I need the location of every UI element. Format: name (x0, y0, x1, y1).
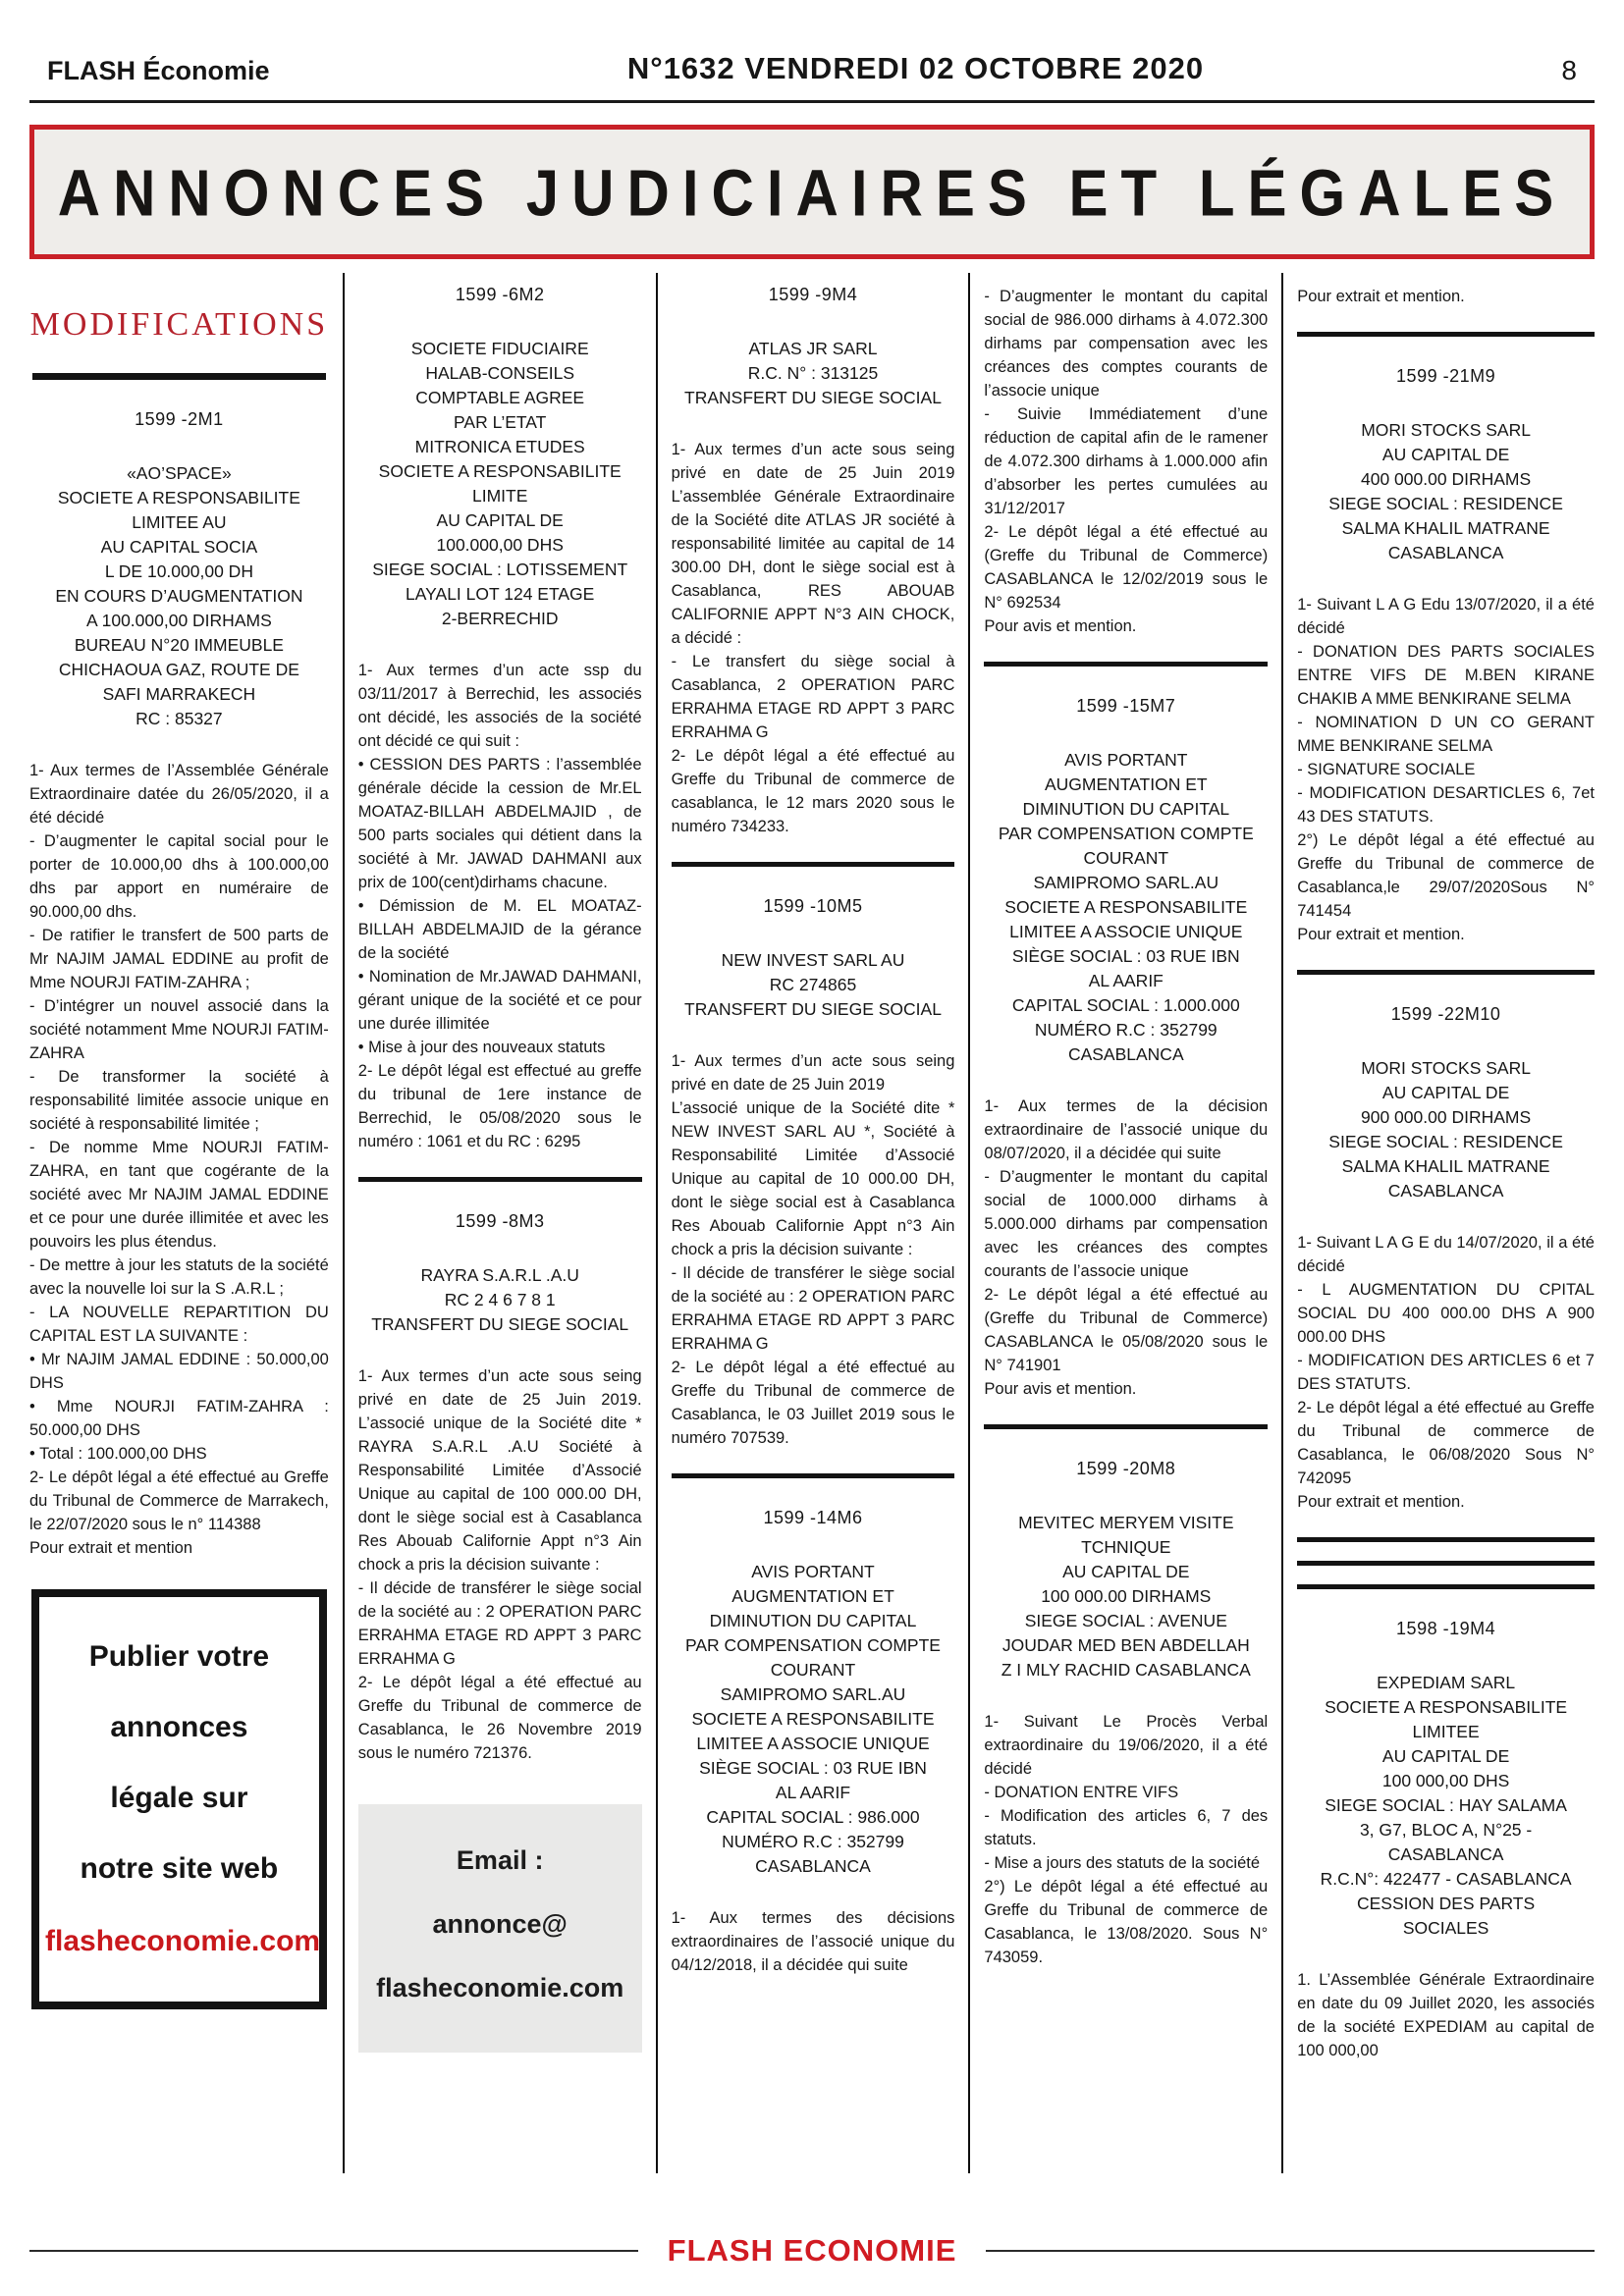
announcement-title-line: 900 000.00 DIRHAMS (1361, 1107, 1532, 1127)
announcement-paragraph: - Suivie Immédiatement d’une réduction de capital afin de le ramener de 4.072.300 dirhams à 1.000.000 afin d’absorber les pertes cumulées au 31/12/2017 (984, 405, 1269, 517)
announcement-title-line: LIMITEE A ASSOCIE UNIQUE (1009, 922, 1243, 941)
promo-box-line: légale sur (110, 1782, 248, 1814)
announcement-separator (1297, 1537, 1595, 1542)
issue-line: N°1632 VENDREDI 02 OCTOBRE 2020 (626, 51, 1205, 85)
announcement-title-line: CAPITAL SOCIAL : 986.000 (706, 1807, 920, 1827)
announcement-title-line: SIEGE SOCIAL : AVENUE (1024, 1611, 1227, 1630)
announcement-paragraph: - SIGNATURE SOCIALE (1297, 761, 1476, 778)
announcement-paragraph: - LA NOUVELLE REPARTITION DU CAPITAL EST LA SUIVANTE : (29, 1304, 329, 1345)
announcement-paragraph: - L AUGMENTATION DU CPITAL SOCIAL DU 400 000.00 DHS A 900 000.00 DHS (1297, 1281, 1595, 1346)
announcement-title-line: MORI STOCKS SARL (1361, 420, 1531, 440)
announcement-title-line: LAYALI LOT 124 ETAGE (406, 584, 595, 604)
announcement-ref: 1599 -14M6 (763, 1508, 863, 1527)
announcement-body (672, 438, 955, 838)
announcement-title (29, 461, 329, 731)
announcement-title-line: CAPITAL SOCIAL : 1.000.000 (1011, 995, 1240, 1015)
banner-title: ANNONCES JUDICIAIRES ET LÉGALES (57, 155, 1567, 231)
announcement-title-line: SALMA KHALIL MATRANE (1341, 518, 1550, 538)
announcement-title-line: PAR COMPENSATION COMPTE (685, 1635, 941, 1655)
announcement-paragraph: - De mettre à jour les statuts de la société avec la nouvelle loi sur la S .A.R.L ; (29, 1256, 329, 1298)
announcement-title-line: SIEGE SOCIAL : RESIDENCE (1328, 494, 1563, 513)
announcement-paragraph: • Démission de M. EL MOATAZ-BILLAH ABDELMAJID de la gérance de la société (357, 897, 642, 962)
announcement-paragraph: 1- Aux termes d’un acte ssp du 03/11/2017 à Berrechid, les associés ont décidé, les associés de la société ont décidé ce qui suit : (357, 662, 642, 750)
announcement-paragraph: 2°) Le dépôt légal a été effectué au Greffe du Tribunal de commerce de Casablanca, le 13/08/2020. Sous N° 743059. (984, 1878, 1269, 1966)
announcement-title-line: COURANT (1083, 848, 1169, 868)
announcement-title (984, 748, 1268, 1067)
announcement-title-line: CASABLANCA (1387, 1181, 1504, 1201)
email-box-line: Email : (456, 1845, 544, 1875)
announcement-title-line: SIEGE SOCIAL : HAY SALAMA (1325, 1795, 1567, 1815)
page-header (47, 51, 1577, 100)
announcement-title (358, 337, 642, 631)
announcement-title-line: RC 274865 (769, 975, 857, 994)
announcement-title-line: AU CAPITAL DE (1381, 445, 1510, 464)
section-heading: MODIFICATIONS (29, 306, 329, 343)
announcement-title-line: TRANSFERT DU SIEGE SOCIAL (684, 388, 942, 407)
announcement-title-line: SAMIPROMO SARL.AU (1033, 873, 1219, 892)
announcement-paragraph: - NOMINATION D UN CO GERANT MME BENKIRANE SELMA (1297, 714, 1595, 755)
header-rule (29, 100, 1595, 103)
announcement-paragraph: 2- Le dépôt légal a été effectué au Greffe du Tribunal de commerce de Casablanca, le 03 Juillet 2019 sous le numéro 707539. (671, 1359, 955, 1447)
announcement-title-line: SOCIETE A RESPONSABILITE (691, 1709, 935, 1729)
announcement-title-line: NUMÉRO R.C : 352799 (1034, 1020, 1218, 1040)
announcement-title (672, 1560, 955, 1879)
announcement-body (672, 1906, 955, 1977)
announcement-title-line: TRANSFERT DU SIEGE SOCIAL (371, 1314, 629, 1334)
announcement-paragraph: - Modification des articles 6, 7 des statuts. (984, 1807, 1269, 1848)
footer-rule-left (29, 2250, 638, 2252)
announcement-separator (1297, 970, 1595, 975)
promo-box-line: notre site web (80, 1852, 279, 1885)
announcement-paragraph: 2- Le dépôt légal a été effectué au Greffe du Tribunal de commerce de Casablanca, le 06/08/2020 Sous N° 742095 (1297, 1399, 1595, 1487)
announcement-title-line: SOCIETE A RESPONSABILITE (1004, 897, 1248, 917)
announcement-title-line: NEW INVEST SARL AU (721, 950, 905, 970)
column-4 (968, 273, 1281, 2173)
announcement-paragraph: - D’augmenter le capital social pour le porter de 10.000,00 dhs à 100.000,00 dhs par apport en numéraire de 90.000,00 dhs. (29, 832, 329, 921)
announcement-separator (672, 862, 955, 867)
column-5 (1281, 273, 1595, 2173)
announcement-title-line: SIEGE SOCIAL : LOTISSEMENT (372, 560, 628, 579)
email-box-line: flasheconomie.com (376, 1973, 624, 2002)
announcement-separator (984, 1424, 1268, 1429)
announcement-title-line: TCHNIQUE (1081, 1537, 1171, 1557)
announcement-paragraph: 2- Le dépôt légal a été effectué au (Greffe du Tribunal de Commerce) CASABLANCA le 05/08/2020 sous le N° 741901 (984, 1286, 1269, 1374)
announcement-title-line: AVIS PORTANT (751, 1562, 875, 1581)
section-banner (29, 125, 1595, 259)
announcement-paragraph: L’associé unique de la Société dite * NEW INVEST SARL AU *, Société à Responsabilité Limitée d’Associé Unique au capital de 10 000.00 DH, dont le siège social est à Casablanca Res Abouab Californie Appt n°3 Ain chock a pris la décision suivante : (671, 1099, 955, 1258)
announcement-body (1297, 285, 1595, 308)
announcement-title (358, 1263, 642, 1337)
announcement-title-line: RC : 85327 (135, 709, 223, 728)
announcement-ref: 1599 -15M7 (1076, 696, 1176, 716)
announcement-paragraph: 1- Suivant L A G Edu 13/07/2020, il a été décidé (1297, 596, 1595, 637)
announcement-paragraph: • Mme NOURJI FATIM-ZAHRA : 50.000,00 DHS (29, 1398, 329, 1439)
announcement-title (1297, 1671, 1595, 1941)
announcement-title-line: RAYRA S.A.R.L .A.U (420, 1265, 579, 1285)
announcement-paragraph: - Il décide de transférer le siège social de la société au : 2 OPERATION PARC ERRAHMA ETAGE RD APPT 3 PARC ERRAHMA G (671, 1264, 955, 1353)
announcement-paragraph: Pour avis et mention. (984, 1380, 1137, 1398)
email-box (358, 1804, 642, 2053)
announcement-title-line: CHICHAOUA GAZ, ROUTE DE (58, 660, 299, 679)
announcement-title-line: 3, G7, BLOC A, N°25 - (1359, 1820, 1533, 1840)
announcement-body (358, 1364, 642, 1765)
announcement-title-line: «AO’SPACE» (127, 463, 232, 483)
announcement-title-line: SOCIETE A RESPONSABILITE (1325, 1697, 1568, 1717)
announcement-paragraph: 1- Suivant Le Procès Verbal extraordinaire du 19/06/2020, il a été décidé (984, 1713, 1269, 1778)
announcement-title-line: Z I MLY RACHID CASABLANCA (1001, 1660, 1251, 1680)
announcement-paragraph: - MODIFICATION DES ARTICLES 6 et 7 DES STATUTS. (1297, 1352, 1595, 1393)
announcement-title-line: AL AARIF (1088, 971, 1164, 990)
announcement-ref: 1598 -19M4 (1396, 1619, 1496, 1638)
announcement-paragraph: 1- Aux termes de l’Assemblée Générale Extraordinaire datée du 26/05/2020, il a été décidé (29, 762, 329, 827)
announcement-paragraph: - DONATION ENTRE VIFS (984, 1784, 1179, 1801)
announcement-title-line: R.C.N°: 422477 - CASABLANCA (1320, 1869, 1572, 1889)
announcement-title-line: LIMITE (471, 486, 528, 506)
announcement-title-line: EXPEDIAM SARL (1377, 1673, 1516, 1692)
announcement-separator (1297, 332, 1595, 337)
announcement-title-line: AU CAPITAL DE (1062, 1562, 1190, 1581)
announcement-title-line: COMPTABLE AGREE (415, 388, 585, 407)
announcement-title-line: NUMÉRO R.C : 352799 (722, 1832, 904, 1851)
announcement-ref: 1599 -9M4 (768, 285, 858, 304)
announcement-body (358, 659, 642, 1153)
announcement-paragraph: • Mr NAJIM JAMAL EDDINE : 50.000,00 DHS (29, 1351, 329, 1392)
announcement-title-line: PAR COMPENSATION COMPTE (998, 824, 1254, 843)
announcement-title (1297, 418, 1595, 565)
column-3 (656, 273, 969, 2173)
announcement-title-line: TRANSFERT DU SIEGE SOCIAL (684, 999, 942, 1019)
announcement-title-line: SALMA KHALIL MATRANE (1341, 1156, 1550, 1176)
announcement-title-line: ATLAS JR SARL (748, 339, 878, 358)
announcement-body (1297, 593, 1595, 946)
announcement-title-line: AU CAPITAL DE (1381, 1083, 1510, 1102)
announcement-title-line: 100 000.00 DIRHAMS (1041, 1586, 1212, 1606)
promo-box-line: Publier votre (88, 1640, 270, 1673)
announcement-separator (672, 1473, 955, 1478)
announcement-body (984, 285, 1268, 638)
announcement-paragraph: - De transformer la société à responsabilité limitée associe unique en société à responsabilité limitée ; (29, 1068, 329, 1133)
announcement-paragraph: - D’augmenter le montant du capital social de 986.000 dirhams à 4.072.300 dirhams par compensation avec les créances des comptes courants de l’associe unique (984, 288, 1269, 400)
announcement-body (1297, 1968, 1595, 2062)
announcement-ref: 1599 -6M2 (455, 285, 545, 304)
announcement-paragraph: 1- Aux termes d’un acte sous seing privé en date de 25 Juin 2019 (671, 1052, 955, 1094)
announcement-separator (984, 662, 1268, 667)
promo-box-website: flasheconomie.com (45, 1925, 321, 1957)
announcement-body (29, 759, 329, 1560)
announcement-paragraph: - Mise a jours des statuts de la société (984, 1854, 1261, 1872)
announcement-title-line: EN COURS D’AUGMENTATION (55, 586, 303, 606)
announcement-title-line: LIMITEE (1412, 1722, 1480, 1741)
announcement-title (1297, 1056, 1595, 1203)
announcement-ref: 1599 -20M8 (1076, 1459, 1176, 1478)
announcement-title-line: SIEGE SOCIAL : RESIDENCE (1328, 1132, 1563, 1151)
announcement-title-line: BUREAU N°20 IMMEUBLE (74, 635, 284, 655)
announcement-title-line: COURANT (770, 1660, 856, 1680)
announcement-separator (1297, 1561, 1595, 1566)
page-footer (29, 2233, 1595, 2269)
announcement-title-line: R.C. N° : 313125 (747, 363, 879, 383)
announcement-title-line: PAR L’ETAT (454, 412, 547, 432)
announcement-title-line: SOCIETE A RESPONSABILITE (378, 461, 622, 481)
announcement-paragraph: Pour avis et mention. (984, 617, 1137, 635)
announcement-paragraph: 1- Aux termes de la décision extraordinaire de l’associé unique du 08/07/2020, il a décidée qui suite (984, 1097, 1269, 1162)
announcement-paragraph: 1. L’Assemblée Générale Extraordinaire en date du 09 Juillet 2020, les associés de la société EXPEDIAM au capital de 100 000,00 (1297, 1971, 1595, 2059)
announcement-title-line: RC 2 4 6 7 8 1 (444, 1290, 556, 1309)
announcement-title-line: DIMINUTION DU CAPITAL (1022, 799, 1230, 819)
footer-brand: FLASH ECONOMIE (667, 2233, 957, 2268)
announcement-paragraph: 1- Suivant L A G E du 14/07/2020, il a été décidé (1297, 1234, 1595, 1275)
announcement-paragraph: - D’augmenter le montant du capital social de 1000.000 dirhams à 5.000.000 dirhams par compensation avec les créances des comptes courants de l’associe unique (984, 1168, 1269, 1280)
announcement-title-line: AU CAPITAL SOCIA (100, 537, 258, 557)
announcement-paragraph: 1- Aux termes d’un acte sous seing privé en date de 25 Juin 2019. L’associé unique de la Société dite * RAYRA S.A.R.L .A.U Société à Responsabilité Limitée d’Associé Unique au capital de 100 000.00 DH, dont le siège social est à Casablanca Res Abouab Californie Appt n°3 Ain chock a pris la décision suivante : (357, 1367, 642, 1574)
announcement-title-line: 100 000,00 DHS (1381, 1771, 1510, 1790)
announcement-paragraph: - Le transfert du siège social à Casablanca, 2 OPERATION PARC ERRAHMA ETAGE RD APPT 3 PARC ERRAHMA G (671, 653, 955, 741)
announcement-title-line: AL AARIF (775, 1783, 851, 1802)
announcement-title-line: CASABLANCA (1387, 543, 1504, 562)
announcement-paragraph: 1- Aux termes d’un acte sous seing privé en date de 25 Juin 2019 L’assemblée Générale Extraordinaire de la Société dite ATLAS JR société à responsabilité limitée au capital de 14 300.00 DH, dont le siège social est à Casablanca, RES ABOUAB CALIFORNIE APPT N°3 AIN CHOCK, a décidé : (671, 441, 955, 647)
announcement-title-line: LIMITEE A ASSOCIE UNIQUE (696, 1734, 930, 1753)
announcement-paragraph: • Mise à jour des nouveaux statuts (357, 1039, 606, 1056)
announcement-paragraph: Pour extrait et mention. (1297, 1493, 1465, 1511)
announcement-paragraph: 2- Le dépôt légal a été effectué au Greffe du Tribunal de commerce de casablanca, le 12 mars 2020 sous le numéro 734233. (671, 747, 955, 835)
announcement-paragraph: 1- Aux termes des décisions extraordinaires de l’associé unique du 04/12/2018, il a décidée qui suite (671, 1909, 955, 1974)
announcement-separator (1297, 1584, 1595, 1589)
announcement-body (984, 1710, 1268, 1969)
section-heading-rule (32, 373, 326, 380)
announcement-title (672, 337, 955, 410)
announcement-title-line: SOCIETE A RESPONSABILITE (57, 488, 300, 507)
announcement-body (672, 1049, 955, 1450)
announcement-paragraph: - Il décide de transférer le siège social de la société au : 2 OPERATION PARC ERRAHMA ETAGE RD APPT 3 PARC ERRAHMA G (357, 1579, 642, 1668)
announcement-title-line: SOCIETE FIDUCIAIRE (410, 339, 589, 358)
announcement-paragraph: - D’intégrer un nouvel associé dans la société notamment Mme NOURJI FATIM-ZAHRA (29, 997, 329, 1062)
announcement-title-line: AVIS PORTANT (1064, 750, 1188, 770)
announcement-paragraph: 2- Le dépôt légal a été effectué au (Greffe du Tribunal de Commerce) CASABLANCA le 12/02/2019 sous le N° 692534 (984, 523, 1269, 612)
announcement-title-line: 100.000,00 DHS (436, 535, 564, 555)
announcement-title-line: L DE 10.000,00 DH (104, 561, 253, 581)
announcement-paragraph: - De nomme Mme NOURJI FATIM-ZAHRA, en tant que cogérante de la société avec Mr NAJIM JAMAL EDDINE et ce pour une durée illimitée et avec les pouvoirs les plus étendus. (29, 1139, 329, 1251)
announcement-ref: 1599 -22M10 (1390, 1004, 1501, 1024)
announcement-paragraph: Pour extrait et mention. (1297, 926, 1465, 943)
announcement-title-line: A 100.000,00 DIRHAMS (86, 611, 272, 630)
announcement-title-line: MEVITEC MERYEM VISITE (1018, 1513, 1234, 1532)
announcement-separator (358, 1177, 642, 1182)
announcement-title-line: SIÈGE SOCIAL : 03 RUE IBN (699, 1758, 927, 1778)
announcement-body (1297, 1231, 1595, 1514)
announcement-title-line: 400 000.00 DIRHAMS (1361, 469, 1532, 489)
announcement-paragraph: 2- Le dépôt légal a été effectué au Greffe du Tribunal de Commerce de Marrakech, le 22/07/2020 sous le n° 114388 (29, 1468, 329, 1533)
announcement-paragraph: - MODIFICATION DESARTICLES 6, 7et 43 DES STATUTS. (1297, 784, 1595, 826)
announcement-ref: 1599 -8M3 (455, 1211, 545, 1231)
announcement-title-line: SIÈGE SOCIAL : 03 RUE IBN (1011, 946, 1240, 966)
announcement-paragraph: • Total : 100.000,00 DHS (29, 1445, 207, 1463)
announcement-title-line: MITRONICA ETUDES (414, 437, 585, 456)
announcement-title-line: SAMIPROMO SARL.AU (720, 1684, 906, 1704)
announcement-paragraph: • Nomination de Mr.JAWAD DAHMANI, gérant unique de la société et ce pour une durée illimitée (357, 968, 642, 1033)
announcement-ref: 1599 -2M1 (135, 409, 224, 429)
page-number: 8 (1561, 55, 1577, 85)
announcement-title-line: HALAB-CONSEILS (425, 363, 575, 383)
masthead-brand: FLASH Économie (47, 56, 270, 85)
announcement-title-line: DIMINUTION DU CAPITAL (709, 1611, 917, 1630)
announcement-paragraph: 2- Le dépôt légal est effectué au greffe du tribunal de 1ere instance de Berrechid, le 05/08/2020 sous le numéro : 1061 et du RC : 6295 (357, 1062, 642, 1150)
announcement-title-line: 2-BERRECHID (441, 609, 559, 628)
promo-box-line: annonces (110, 1711, 248, 1743)
announcement-paragraph: 2°) Le dépôt légal a été effectué au Greffe du Tribunal de commerce de Casablanca,le 29/07/2020Sous N° 741454 (1297, 831, 1595, 920)
announcement-title-line: CASABLANCA (1067, 1044, 1184, 1064)
announcement-body (984, 1095, 1268, 1401)
announcement-paragraph: 2- Le dépôt légal a été effectué au Greffe du Tribunal de commerce de Casablanca, le 26 Novembre 2019 sous le numéro 721376. (357, 1674, 642, 1762)
announcement-paragraph: Pour extrait et mention (29, 1539, 192, 1557)
announcement-ref: 1599 -10M5 (763, 896, 863, 916)
announcement-paragraph: - De ratifier le transfert de 500 parts de Mr NAJIM JAMAL EDDINE au profit de Mme NOURJI FATIM-ZAHRA ; (29, 927, 329, 991)
announcement-title-line: JOUDAR MED BEN ABDELLAH (1001, 1635, 1250, 1655)
announcement-title-line: CASABLANCA (755, 1856, 871, 1876)
announcement-paragraph: Pour extrait et mention. (1297, 288, 1465, 305)
announcement-title-line: CESSION DES PARTS (1356, 1894, 1536, 1913)
announcement-ref: 1599 -21M9 (1396, 366, 1496, 386)
announcement-title-line: AU CAPITAL DE (1381, 1746, 1510, 1766)
announcement-title-line: LIMITEE AU (132, 512, 227, 532)
announcement-title-line: AUGMENTATION ET (731, 1586, 894, 1606)
email-box-line: annonce@ (432, 1909, 568, 1939)
announcement-title-line: CASABLANCA (1387, 1844, 1504, 1864)
footer-rule-right (986, 2250, 1595, 2252)
columns-container (29, 273, 1595, 2173)
announcement-paragraph: - DONATION DES PARTS SOCIALES ENTRE VIFS DE M.BEN KIRANE CHAKIB A MME BENKIRANE SELMA (1297, 643, 1595, 708)
announcement-title (672, 948, 955, 1022)
announcement-title-line: SAFI MARRAKECH (102, 684, 256, 704)
column-2 (343, 273, 656, 2173)
announcement-title-line: AU CAPITAL DE (436, 510, 564, 530)
announcement-title-line: MORI STOCKS SARL (1361, 1058, 1531, 1078)
announcement-title-line: SOCIALES (1402, 1918, 1489, 1938)
column-1 (29, 273, 343, 2173)
announcement-title (984, 1511, 1268, 1682)
promo-box (31, 1589, 327, 2009)
announcement-title-line: AUGMENTATION ET (1044, 774, 1208, 794)
announcement-paragraph: • CESSION DES PARTS : l’assemblée générale décide la cession de Mr.EL MOATAZ-BILLAH ABDELMAJID , de 500 parts sociales qui détient dans la société à Mr. JAWAD DAHMANI aux prix de 100(cent)dirhams chacune. (357, 756, 642, 891)
